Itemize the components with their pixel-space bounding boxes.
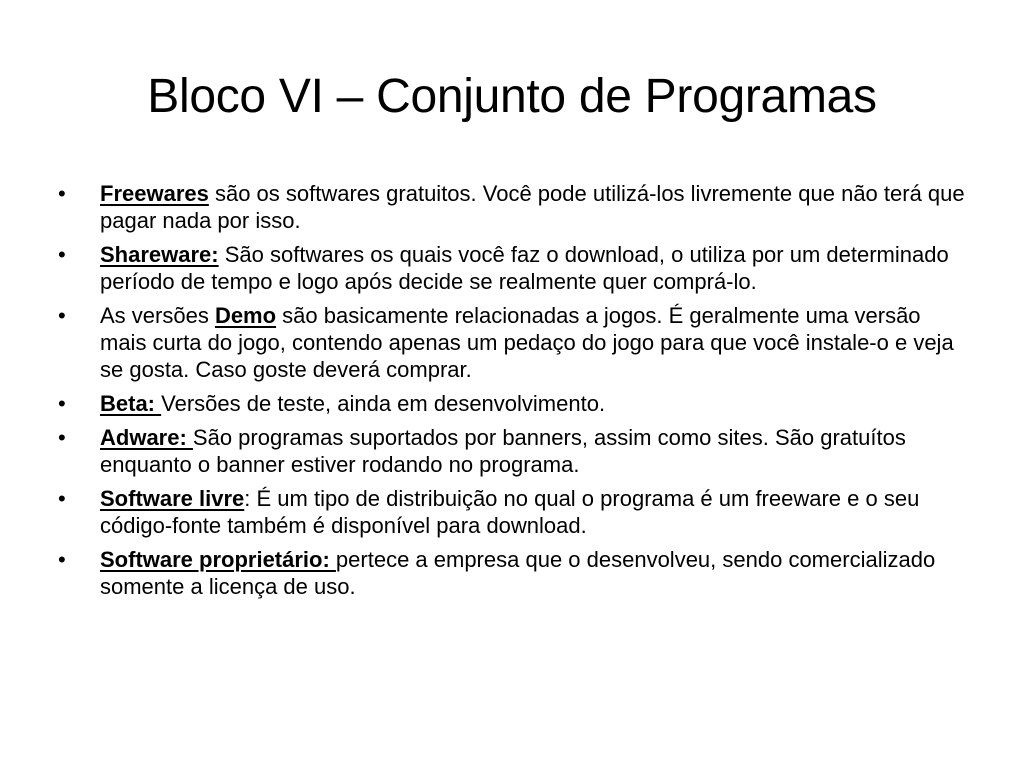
bullet-icon: • (58, 242, 66, 267)
bullet-icon: • (58, 425, 66, 450)
bullet-text: são basicamente relacionadas a jogos. É geralmente uma versão mais curta do jogo, contendo apenas um pedaço do jogo para que você instale-o e veja se gosta. Caso goste deverá comprar. (100, 303, 954, 382)
term-freewares: Freewares (100, 181, 209, 206)
bullet-item-adware (58, 424, 968, 478)
bullet-item-beta (58, 390, 968, 417)
bullet-icon: • (58, 391, 66, 416)
slide-title: Bloco VI – Conjunto de Programas (147, 70, 877, 123)
bullet-text-pre: As versões (100, 303, 215, 328)
bullet-item-software-proprietario (58, 546, 968, 600)
term-software-proprietario: Software proprietário: (100, 547, 336, 572)
term-beta: Beta: (100, 391, 162, 416)
bullet-item-freewares (58, 180, 968, 234)
term-demo: Demo (214, 303, 277, 328)
bullet-text: Versões de teste, ainda em desenvolvimento. (161, 391, 606, 416)
term-software-livre: Software livre (100, 486, 245, 511)
bullet-item-software-livre (58, 485, 968, 539)
bullet-text: São softwares os quais você faz o download, o utiliza por um determinado período de tempo e logo após decide se realmente quer comprá-lo. (100, 242, 949, 294)
bullet-icon: • (58, 303, 66, 328)
bullet-text: : É um tipo de distribuição no qual o programa é um freeware e o seu código-fonte também é disponível para download. (100, 486, 920, 538)
bullet-text: São programas suportados por banners, assim como sites. São gratuítos enquanto o banner estiver rodando no programa. (100, 425, 906, 477)
bullet-text: são os softwares gratuitos. Você pode utilizá-los livremente que não terá que pagar nada por isso. (100, 181, 965, 233)
bullet-icon: • (58, 547, 66, 572)
bullet-icon: • (58, 486, 66, 511)
term-adware: Adware: (100, 425, 193, 450)
bullet-item-demo (58, 302, 968, 383)
bullet-list (58, 180, 968, 607)
bullet-item-shareware (58, 241, 968, 295)
bullet-text: pertece a empresa que o desenvolveu, sendo comercializado somente a licença de uso. (100, 547, 936, 599)
term-shareware: Shareware: (100, 242, 219, 267)
bullet-icon: • (58, 181, 66, 206)
